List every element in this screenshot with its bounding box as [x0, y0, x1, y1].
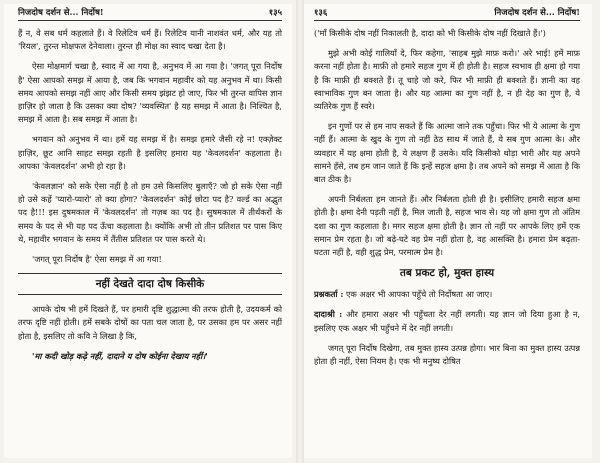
- right-paragraph-4: अपनी निर्बलता हम जानते हैं। और निर्बलता होती ही है। इसीलिए हमारी सहज क्षमा होती है। क्षमा देनी पड़ती नहीं है, मिल जाती है, सहज भाव से। यह जो क्षमा गुण तो अंतिम दशा का गुण कहलाता है। मगर सहज क्षमा होती है। ज्ञान तो नहीं पर आपके लिए हमें एक समान प्रेम रहता है। जो बढ़े-घटे वह प्रेम नहीं होता है, वह आसक्ति है। हमारा प्रेम बढ़ता-घटता नहीं है, वही शुद्ध प्रेम, परमात्म प्रेम है।: [314, 194, 580, 258]
- book-gutter: [296, 0, 304, 463]
- poem-quote: 'मा कदी खोड़ कढ़े नहीं, दादाने य दोष कोईना देखाय नहीं।': [32, 350, 208, 361]
- qa-question: [314, 288, 580, 301]
- left-section-heading: नहीं देखते दादा दोष किसीके: [18, 273, 282, 295]
- questioner-label: प्रश्नकर्ता :: [314, 289, 344, 300]
- right-paragraph-3: इन गुणों पर से हम नाप सकते हैं कि आत्मा जाने तक पहुँचा। फिर भी ये आत्मा के गुण नहीं हैं। आत्मा के खुद के गुण तो नहीं ठेठ साथ में जाते हैं, ये सब गुण आत्मा के। और व्यवहार में यह क्षमा होती है, ये लक्षण हैं उसके। यदि किसीको थोड़ा भारी और यह अपने सामने हँसे, तब हम जान जाते हैं कि इन्हें सहज क्षमा है। तब अपने को समझ में आता है कि बात ठीक है।: [314, 121, 580, 185]
- right-running-title: निजदोष दर्शन से... निर्दोष!: [494, 8, 580, 18]
- left-running-title: निजदोष दर्शन से... निर्दोष!: [18, 8, 104, 18]
- left-page-number: १३५: [268, 8, 282, 18]
- left-section-paragraph: आपके दोष भी हमें दिखते हैं, पर हमारी दृष्टि शुद्धात्मा की तरफ होती है, उदयकर्म को तरफ दृष्टि नहीं होती। हमें सबके दोषों का पता चल जाता है, पर उसका हम पर असर नहीं होता है, इसलिए तो कवि ने लिखा है कि,: [18, 304, 282, 341]
- right-page-header: [314, 4, 580, 21]
- left-paragraph-3: भगवान को अनुभव में था। हमें यह समझ में है। समझ हमारे जैसी रहे न! एक्ज़ेक्ट हाज़िर, छूट आनि साहट समझ रहती है इसलिए हमारा यह 'केवलदर्शन' कहलाता है। आपका 'केवलदर्शन' अभी हो रहा है।: [18, 134, 282, 171]
- left-page: [4, 4, 292, 458]
- answerer-label: दादाश्री :: [314, 309, 343, 320]
- right-page-number: १३६: [314, 8, 328, 18]
- left-paragraph-4: 'केवलज्ञान' को सके ऐसा नहीं है तो हम उसे किसलिए बुलाएँ? जो हो सके ऐसा नहीं हो उसे कहें 'प्यारो-प्यारो' तो क्या होगा? 'केवलदर्शन' कोई छोटा पद है? वर्ल्ड का अद्भुत पद है!!! इस दुषमकाल में 'केवलदर्शन' तो गज़ब का पद है। सुषमकाल में तीर्थंकरों के समय के पद से भी यह पद ऊँचा कहलाता है। क्योंकि अभी तो तीन प्रतिशत पर पास किए थे, महावीर भगवान के समय में तैंतीस प्रतिशत पर पास करते थे।: [18, 181, 282, 244]
- right-paragraph-2: मुझे अभी कोई गालियाँ दे, फिर कहेगा, 'साहब मुझे माफ़ करो।' अरे भाई! हमें माफ़ करना नहीं होता है। माफ़ी तो हमारे सहज गुण में ही होती है। सहज स्वभाव ही क्षमा हो गया है कि माफ़ी ही बक्शते हैं। तू चाहे जो करे, फिर भी माफ़ी ही बक्शते हैं। ज्ञानी का वह स्वाभाविक गुण बन जाता है। और यह आत्मा का गुण नहीं है, न ही देह का गुण है, ये व्यतिरेक गुण हैं स्वरे।: [314, 48, 580, 112]
- right-page: [304, 4, 592, 458]
- right-closing-paragraph: जगत् पूरा निर्दोष दिखेगा, तब मुक्त हास्य उत्पन्न होगा। भार बिना का मुक्त हास्य उत्पन्न होता ही नहीं, ऐसा नियम है। एक भी मनुष्य दोषित: [314, 342, 580, 367]
- right-paragraph-1: ('माँ किसीके दोष नहीं निकालती है, दादा को भी किसीके दोष नहीं दिखाते हैं।'): [314, 28, 546, 38]
- left-paragraph-2: ऐसा मोक्षमार्ग चखा है, स्वाद में आ गया है, अनुभव में आ गया है। 'जगत् पूरा निर्दोष है' ऐसा आपको समझ में आया है, जब कि भगवान महावीर को यह अनुभव में था। किसी समय आपको समझ नहीं आए और किसी समय झंझट हो जाए, फिर भी तुरन्त वापिस ज्ञान हाज़िर हो जाता है कि उसका क्या दोष? 'व्यवस्थित' है यह समझ में आता है। निश्चित है, समझ में आता है। सब समझ में आता है।: [18, 61, 282, 125]
- left-page-header: [18, 4, 282, 21]
- answer-text: और हमारा अक्षर भी पहुँचता देर नहीं लगती। यह ज्ञान जो दिया हुआ है न, इसलिए एक अक्षर भी पहुँचने में देर नहीं लगती।: [314, 309, 580, 333]
- question-text: एक अक्षर भी आपका पहुँचे तो निर्दोषता आ जाए।: [346, 289, 493, 300]
- qa-answer: [314, 308, 580, 334]
- left-paragraph-1: हैं न, वे सब धर्म कहलाते हैं। वे रिलेटिव धर्म हैं। रिलेटिव यानी नाशवंत धर्म, और यह तो 'रियल', तुरन्त मोक्षफल देनेवाला। तुरन्त ही मोक्ष का स्वाद चखा देता है।: [18, 28, 282, 52]
- right-section-heading: तब प्रकट हो, मुक्त हास्य: [399, 267, 495, 280]
- left-paragraph-5: 'जगत् पूरा निर्दोष है' ऐसा समझ में आ गया!: [32, 254, 162, 265]
